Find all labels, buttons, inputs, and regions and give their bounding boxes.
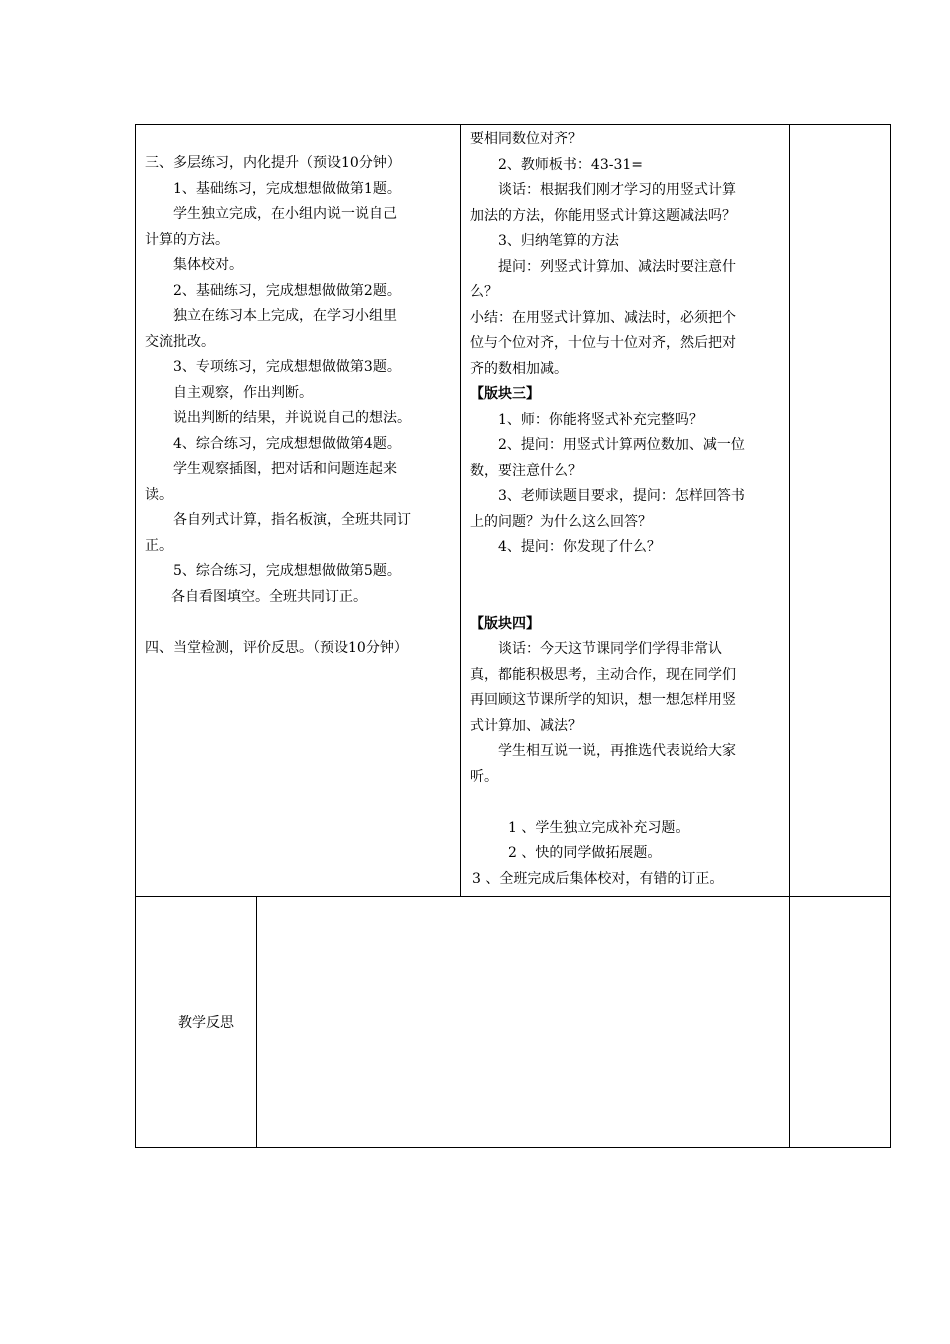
text-line: 读。 bbox=[145, 486, 173, 503]
table-col-divider-1 bbox=[460, 124, 461, 897]
text-line: 加法的方法，你能用竖式计算这题减法吗？ bbox=[470, 207, 736, 224]
left-column-text bbox=[145, 151, 457, 661]
text-line: 提问：列竖式计算加、减法时要注意什 bbox=[498, 258, 736, 275]
text-line: 四、当堂检测，评价反思。（预设10分钟） bbox=[145, 639, 408, 656]
text-line: 真，都能积极思考，主动合作，现在同学们 bbox=[470, 666, 736, 683]
text-line: 计算的方法。 bbox=[145, 231, 229, 248]
text-line: 学生独立完成，在小组内说一说自己 bbox=[173, 206, 397, 222]
reflection-label: 教学反思 bbox=[178, 1015, 234, 1031]
table-top-border bbox=[135, 124, 891, 125]
text-line: 2、提问：用竖式计算两位数加、减一位 bbox=[498, 437, 745, 453]
text-line: 正。 bbox=[145, 537, 173, 554]
text-line: 齐的数相加减。 bbox=[470, 360, 568, 377]
text-line: 3、归纳笔算的方法 bbox=[498, 233, 619, 249]
text-line: 4、综合练习，完成想想做做第4题。 bbox=[173, 435, 401, 452]
text-line: 上的问题？为什么这么回答？ bbox=[470, 513, 652, 530]
text-line: 要相同数位对齐？ bbox=[470, 131, 582, 147]
text-line: 独立在练习本上完成，在学习小组里 bbox=[173, 308, 397, 324]
text-line: 听。 bbox=[470, 768, 498, 785]
table-right-border bbox=[890, 124, 891, 1148]
text-line: 1、基础练习，完成想想做做第1题。 bbox=[173, 180, 401, 197]
text-line: 3、专项练习，完成想想做做第3题。 bbox=[173, 359, 401, 375]
text-line: 式计算加、减法？ bbox=[470, 717, 582, 734]
text-line: 5、综合练习，完成想想做做第5题。 bbox=[173, 563, 401, 579]
text-line: 2、基础练习，完成想想做做第2题。 bbox=[173, 282, 401, 299]
text-line: 谈话：今天这节课同学们学得非常认 bbox=[498, 641, 722, 657]
section-heading: 【版块三】 bbox=[470, 386, 540, 402]
text-line: 说出判断的结果，并说说自己的想法。 bbox=[173, 410, 411, 426]
text-line: 交流批改。 bbox=[145, 333, 215, 350]
text-line: 各自列式计算，指名板演，全班共同订 bbox=[173, 512, 411, 528]
text-line: 学生相互说一说，再推选代表说给大家 bbox=[498, 743, 736, 759]
text-line: 自主观察，作出判断。 bbox=[173, 384, 313, 401]
text-line: 数，要注意什么？ bbox=[470, 462, 582, 479]
section-heading: 【版块四】 bbox=[470, 615, 540, 632]
right-column-text bbox=[470, 127, 788, 892]
text-line: 3 、全班完成后集体校对，有错的订正。 bbox=[472, 870, 724, 887]
text-line: 1 、学生独立完成补充习题。 bbox=[508, 819, 690, 836]
text-line: 小结：在用竖式计算加、减法时，必须把个 bbox=[470, 309, 736, 326]
text-line: 么？ bbox=[470, 284, 498, 300]
table-col-divider-2 bbox=[789, 124, 790, 1148]
table-left-border bbox=[135, 124, 136, 1148]
text-line: 谈话：根据我们刚才学习的用竖式计算 bbox=[498, 182, 736, 198]
text-line: 学生观察插图，把对话和问题连起来 bbox=[173, 461, 397, 477]
text-line: 3、老师读题目要求，提问：怎样回答书 bbox=[498, 488, 745, 504]
text-line: 2 、快的同学做拓展题。 bbox=[508, 845, 662, 861]
text-line: 1、师：你能将竖式补充完整吗？ bbox=[498, 411, 703, 428]
text-line: 位与个位对齐，十位与十位对齐，然后把对 bbox=[470, 335, 736, 351]
text-line: 集体校对。 bbox=[173, 257, 243, 273]
text-line: 2、教师板书：43-31= bbox=[498, 156, 643, 173]
text-line: 再回顾这节课所学的知识，想一想怎样用竖 bbox=[470, 692, 736, 708]
table-bottom-border bbox=[135, 1147, 891, 1148]
text-line: 4、提问：你发现了什么？ bbox=[498, 539, 661, 555]
table-mid-border bbox=[135, 896, 891, 897]
table-label-divider bbox=[256, 896, 257, 1148]
text-line: 各自看图填空。全班共同订正。 bbox=[171, 588, 367, 605]
text-line: 三、多层练习，内化提升（预设10分钟） bbox=[145, 155, 401, 171]
